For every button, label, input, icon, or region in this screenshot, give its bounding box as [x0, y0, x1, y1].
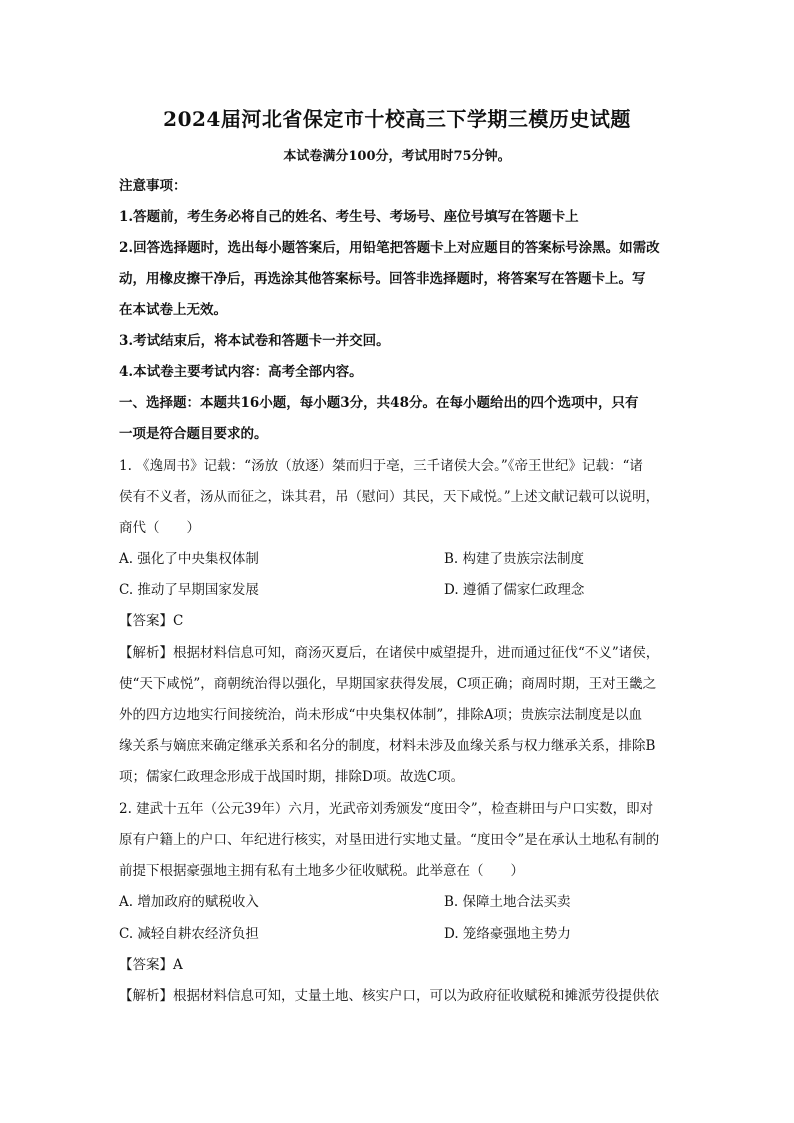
question-1-option-d: D. 遵循了儒家仁政理念	[444, 582, 585, 598]
question-1-option-b: B. 构建了贵族宗法制度	[444, 551, 585, 567]
notice-line: 3.考试结束后，将本试卷和答题卡一并交回。	[119, 333, 390, 349]
question-1-analysis: 外的四方边地实行间接统治，尚未形成“中央集权体制”，排除A项；贵族宗法制度是以血	[119, 707, 643, 723]
question-1-answer: 【答案】C	[119, 613, 184, 629]
notice-line: 4.本试卷主要考试内容：高考全部内容。	[119, 364, 363, 380]
question-2-option-c: C. 减轻自耕农经济负担	[119, 926, 259, 942]
question-1-analysis: 【解析】根据材料信息可知，商汤灭夏后，在诸侯中威望提升，进而通过征伐“不义”诸侯，	[119, 645, 660, 661]
page-title: 2024届河北省保定市十校高三下学期三模历史试题	[163, 107, 631, 131]
question-2-stem: 2. 建武十五年（公元39年）六月，光武帝刘秀颁发“度田令”，检查耕田与户口实数，即对	[119, 801, 654, 817]
question-2-analysis: 【解析】根据材料信息可知，丈量土地、核实户口，可以为政府征收赋税和摊派劳役提供依	[119, 988, 659, 1004]
notice-heading: 注意事项：	[119, 178, 187, 194]
question-2-answer: 【答案】A	[119, 957, 183, 973]
section-heading: 一项是符合题目要求的。	[119, 426, 268, 442]
question-2-option-b: B. 保障土地合法买卖	[444, 894, 571, 910]
question-1-option-a: A. 强化了中央集权体制	[119, 551, 259, 567]
question-2-stem: 前提下根据豪强地主拥有私有土地多少征收赋税。此举意在（ ）	[119, 863, 524, 879]
question-2-option-d: D. 笼络豪强地主势力	[444, 926, 571, 942]
notice-line: 2.回答选择题时，选出每小题答案后，用铅笔把答题卡上对应题目的答案标号涂黑。如需改	[119, 240, 660, 256]
notice-line: 1.答题前，考生务必将自己的姓名、考生号、考场号、座位号填写在答题卡上	[119, 209, 579, 225]
question-2-option-a: A. 增加政府的赋税收入	[119, 894, 259, 910]
question-1-analysis: 缘关系与嫡庶来确定继承关系和名分的制度，材料未涉及血缘关系与权力继承关系，排除B	[119, 738, 656, 754]
question-1-stem: 商代（ ）	[119, 520, 200, 536]
question-1-analysis: 项；儒家仁政理念形成于战国时期，排除D项。故选C项。	[119, 769, 465, 785]
exam-info: 本试卷满分100分，考试用时75分钟。	[283, 149, 511, 164]
question-1-analysis: 使“天下咸悦”，商朝统治得以强化，早期国家获得发展，C项正确；商周时期，王对王畿之	[119, 676, 657, 692]
notice-line: 在本试卷上无效。	[119, 302, 227, 318]
question-1-stem: 侯有不义者，汤从而征之，诛其君，吊（慰问）其民，天下咸悦。”上述文献记载可以说明，	[119, 489, 660, 505]
question-2-stem: 原有户籍上的户口、年纪进行核实，对垦田进行实地丈量。“度田令”是在承认土地私有制的	[119, 832, 660, 848]
section-heading: 一、选择题：本题共16小题，每小题3分，共48分。在每小题给出的四个选项中，只有	[119, 395, 639, 411]
question-1-option-c: C. 推动了早期国家发展	[119, 582, 259, 598]
question-1-stem: 1. 《逸周书》记载：“汤放（放逐）桀而归于亳，三千诸侯大会。”《帝王世纪》记载：“诸	[119, 458, 643, 474]
notice-line: 动，用橡皮擦干净后，再选涂其他答案标号。回答非选择题时，将答案写在答题卡上。写	[119, 271, 646, 287]
